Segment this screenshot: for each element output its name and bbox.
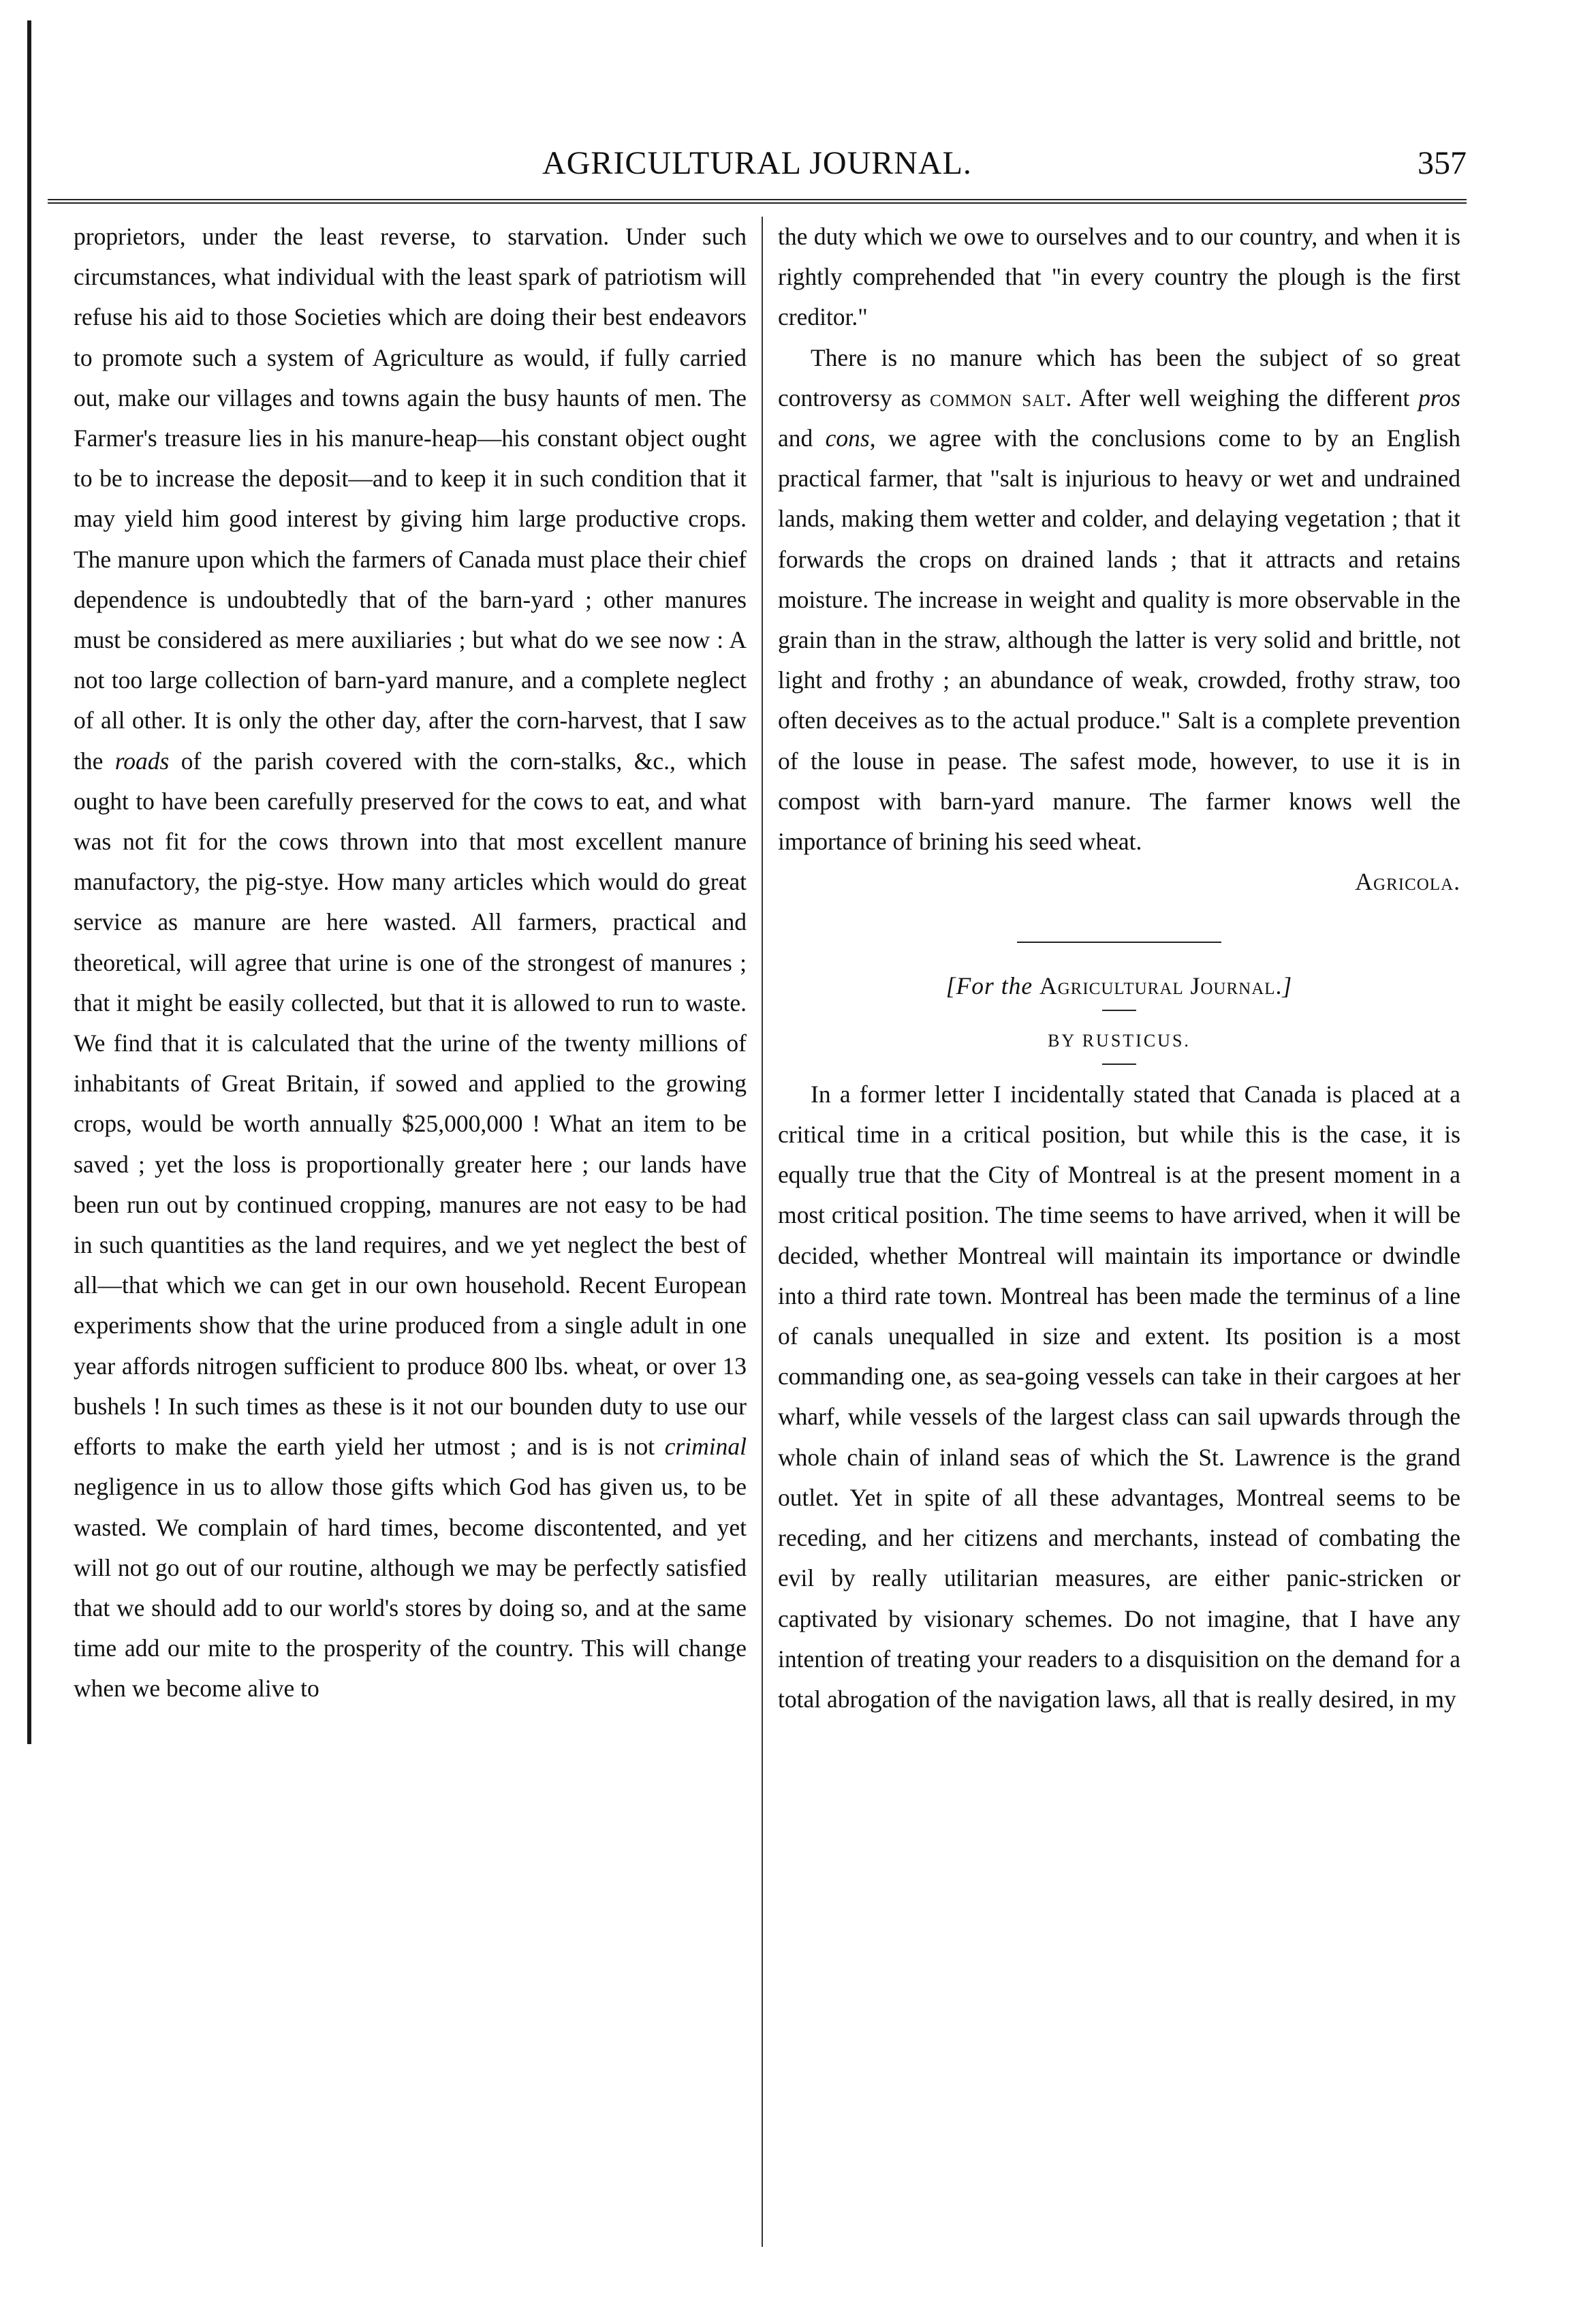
- text-run: and: [778, 424, 826, 452]
- signature: Agricola.: [1355, 868, 1460, 896]
- journal-title: AGRICULTURAL JOURNAL.: [542, 145, 972, 181]
- emphasis-cons: cons: [825, 424, 870, 452]
- journal-name: Agricultural Journal.: [1039, 972, 1283, 1000]
- emphasis-roads: roads: [114, 747, 170, 775]
- small-caps-common-salt: common salt: [930, 384, 1066, 412]
- text-run: . After well weighing the different: [1065, 384, 1419, 412]
- right-column: [778, 217, 1460, 1720]
- left-column: [74, 217, 747, 1709]
- text-run: of the parish covered with the corn-stalks, &c., which ought to have been carefully preserved for the cows to eat, and what was not fit for the cows thrown into that most excellent manure manufactory, the pig-stye. How many articles which would do great service as manure are here wasted. All farmers, practical and theoretical, will agree that urine is one of the strongest of manures ; that it might be easily collected, but that it is allowed to run to waste. We find that it is calculated that the urine of the twenty millions of inhabitants of Great Britain, if sowed and applied to the growing crops, would be worth annually $25,000,000 ! What an item to be saved ; yet the loss is proportionally greater here ; our lands have been run out by continued cropping, manures are not easy to be had in such quantities as the land requires, and we yet neglect the best of all—that which we can get in our own household. Recent European experiments show that the urine produced from a single adult in one year affords nitrogen sufficient to produce 800 lbs. wheat, or over 13 bushels ! In such times as these is it not our bounden duty to use our efforts to make the earth yield her utmost ; and is is not: [74, 747, 747, 1461]
- text-run: ]: [1282, 972, 1293, 1000]
- right-paragraph-2: [778, 338, 1460, 863]
- text-run: There is no manure which has been the subject of so great controversy as: [778, 343, 1460, 412]
- header-rule: [48, 199, 1467, 204]
- page-edge-bar: [27, 20, 31, 1744]
- short-rule: [1102, 1064, 1136, 1065]
- right-paragraph-1: the duty which we owe to ourselves and to our country, and when it is rightly comprehended that "in every country the plough is the first creditor.": [778, 223, 1460, 331]
- page-number: 357: [1418, 145, 1467, 181]
- text-run: negligence in us to allow those gifts which God has given us, to be wasted. We complain of hard times, become discontented, and yet will not go out of our routine, although we may be perfectly satisfied that we should add to our world's stores by doing so, and at the same time add our mite to the prosperity of the country. This will change when we become alive to: [74, 1473, 747, 1703]
- text-run: proprietors, under the least reverse, to starvation. Under such circumstances, what individual with the least spark of patriotism will refuse his aid to those Societies which are doing their best endeavors to promote such a system of Agriculture as would, if fully carried out, make our villages and towns again the busy haunts of men. The Farmer's treasure lies in his manure-heap—his constant object ought to be to increase the deposit—and to keep it in such condition that it may yield him good interest by giving him large productive crops. The manure upon which the farmers of Canada must place their chief dependence is undoubtedly that of the barn-yard ; other manures must be considered as mere auxiliaries ; but what do we see now : A not too large collection of barn-yard manure, and a complete neglect of all other. It is only the other day, after the corn-harvest, that I saw the: [74, 223, 747, 775]
- emphasis-criminal: criminal: [664, 1433, 747, 1461]
- text-run: , we agree with the conclusions come to by an English practical farmer, that "salt is injurious to heavy or wet and undrained lands, making them wetter and colder, and delaying vegetation ; that it forwards the crops on drained lands ; that it attracts and retains moisture. The increase in weight and quality is more observable in the grain than in the straw, although the latter is very solid and brittle, not light and frothy ; an abundance of weak, crowded, frothy straw, too often deceives as to the actual produce." Salt is a complete prevention of the louse in pease. The safest mode, however, to use it is in compost with barn-yard manure. The farmer knows well the importance of brining his seed wheat.: [778, 424, 1460, 856]
- section-heading: [778, 966, 1460, 1006]
- section-separator: [1017, 942, 1221, 943]
- emphasis-pros: pros: [1418, 384, 1460, 412]
- running-head: [48, 143, 1467, 191]
- left-paragraph-1: [74, 217, 747, 1709]
- byline: BY RUSTICUS.: [1048, 1030, 1191, 1051]
- column-divider: [762, 217, 763, 2247]
- text-run: [For the: [945, 972, 1039, 1000]
- short-rule: [1102, 1010, 1136, 1011]
- right-paragraph-3: In a former letter I incidentally stated that Canada is placed at a critical time in a critical position, but while this is the case, it is equally true that the City of Montreal is at the present moment in a most critical position. The time seems to have arrived, when it will be decided, whether Montreal will maintain its importance or dwindle into a third rate town. Montreal has been made the terminus of a line of canals unequalled in size and extent. Its position is a most commanding one, as sea-going vessels can take in their cargoes at her wharf, while vessels of the largest class can sail upwards through the whole chain of inland seas of which the St. Lawrence is the grand outlet. Yet in spite of all these advantages, Montreal seems to be receding, and her citizens and merchants, instead of combating the evil by really utilitarian measures, are either panic-stricken or captivated by visionary schemes. Do not imagine, that I have any intention of treating your readers to a disquisition on the demand for a total abrogation of the navigation laws, all that is really desired, in my: [778, 1080, 1460, 1713]
